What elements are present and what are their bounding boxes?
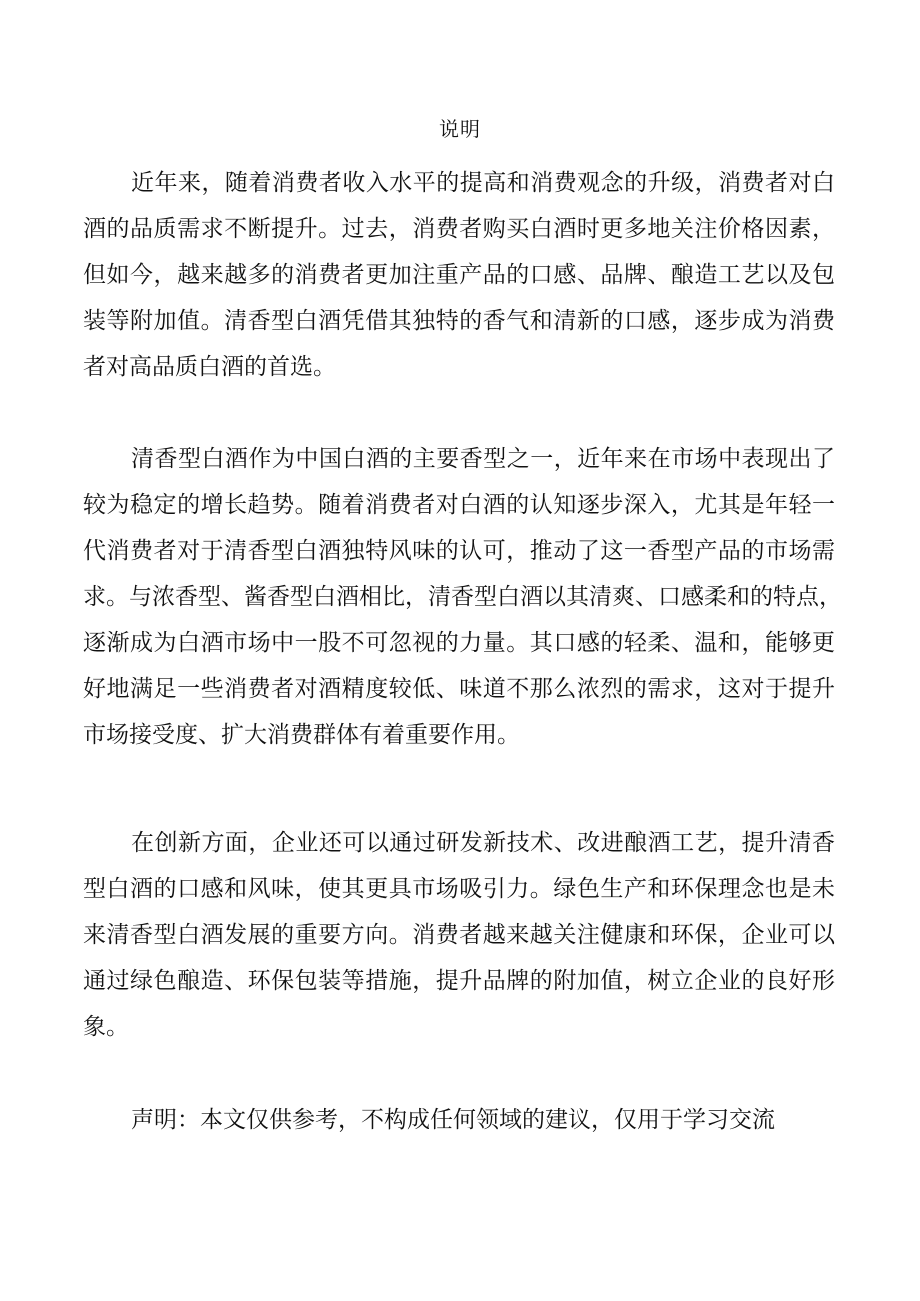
paragraph-line: 求。与浓香型、酱香型白酒相比，清香型白酒以其清爽、口感柔和的特点， bbox=[83, 584, 842, 610]
paragraph-line: 逐渐成为白酒市场中一股不可忽视的力量。其口感的轻柔、温和，能够更 bbox=[83, 630, 835, 656]
paragraph-line: 较为稳定的增长趋势。随着消费者对白酒的认知逐步深入，尤其是年轻一 bbox=[83, 492, 835, 518]
paragraph-line: 近年来，随着消费者收入水平的提高和消费观念的升级，消费者对白 bbox=[131, 170, 835, 196]
paragraph-line: 装等附加值。清香型白酒凭借其独特的香气和清新的口感，逐步成为消费 bbox=[83, 308, 835, 334]
paragraph-line: 但如今，越来越多的消费者更加注重产品的口感、品牌、酿造工艺以及包 bbox=[83, 262, 835, 288]
paragraph-line: 象。 bbox=[83, 1014, 129, 1040]
paragraph-line: 来清香型白酒发展的重要方向。消费者越来越关注健康和环保，企业可以 bbox=[83, 922, 835, 948]
paragraph-line: 在创新方面，企业还可以通过研发新技术、改进酿酒工艺，提升清香 bbox=[131, 830, 835, 856]
paragraph-innovation bbox=[83, 820, 835, 1050]
paragraph-line: 市场接受度、扩大消费群体有着重要作用。 bbox=[83, 722, 520, 748]
paragraph-line: 清香型白酒作为中国白酒的主要香型之一，近年来在市场中表现出了 bbox=[131, 446, 835, 472]
disclaimer-line: 声明：本文仅供参考，不构成任何领域的建议，仅用于学习交流 bbox=[131, 1107, 775, 1133]
paragraph-disclaimer bbox=[83, 1097, 835, 1143]
paragraph-line: 代消费者对于清香型白酒独特风味的认可，推动了这一香型产品的市场需 bbox=[83, 538, 835, 564]
paragraph-line: 通过绿色酿造、环保包装等措施，提升品牌的附加值，树立企业的良好形 bbox=[83, 968, 835, 994]
paragraph-line: 好地满足一些消费者对酒精度较低、味道不那么浓烈的需求，这对于提升 bbox=[83, 676, 835, 702]
paragraph-market-demand bbox=[83, 160, 835, 390]
paragraph-growth-trend bbox=[83, 436, 842, 758]
paragraph-line: 型白酒的口感和风味，使其更具市场吸引力。绿色生产和环保理念也是未 bbox=[83, 876, 835, 902]
document-title: 说明 bbox=[439, 117, 481, 141]
paragraph-line: 酒的品质需求不断提升。过去，消费者购买白酒时更多地关注价格因素， bbox=[83, 216, 835, 242]
paragraph-line: 者对高品质白酒的首选。 bbox=[83, 354, 336, 380]
